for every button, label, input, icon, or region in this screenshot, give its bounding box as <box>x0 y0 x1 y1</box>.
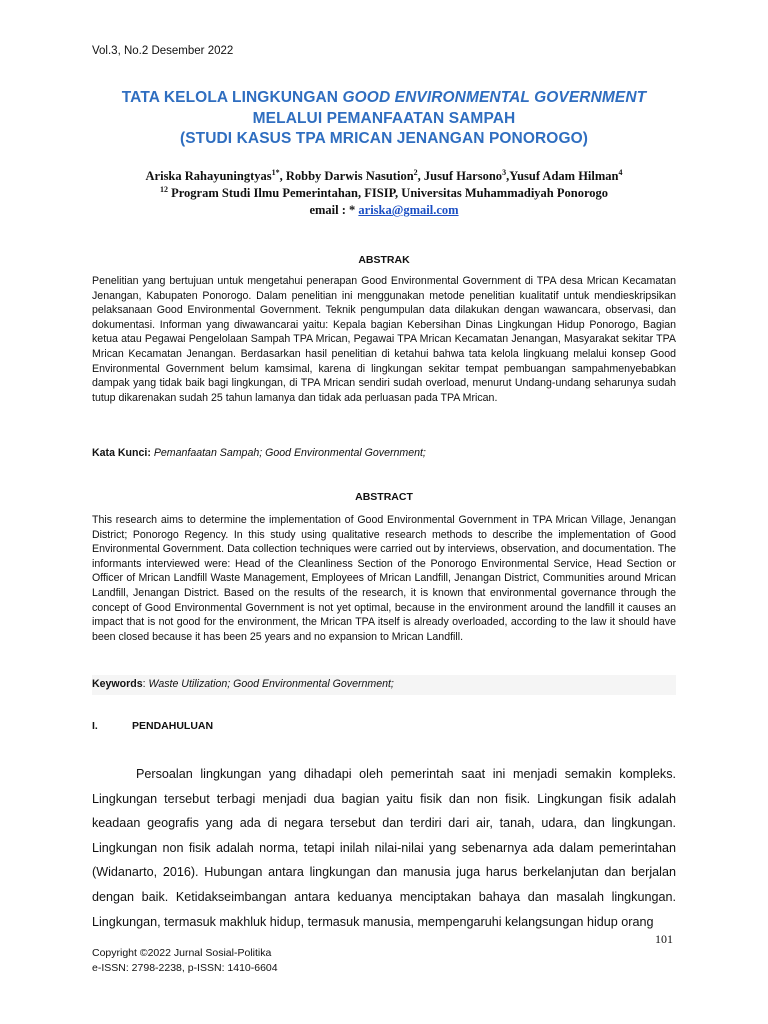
section-number: I. <box>92 720 98 732</box>
title-line-1 <box>60 88 708 109</box>
email-link[interactable]: ariska@gmail.com <box>358 203 459 217</box>
abstract-keywords-separator: : <box>142 678 149 690</box>
abstrak-text: Penelitian yang bertujuan untuk mengetahui penerapan Good Environmental Government di TPA desa Mrican Kecamatan Jenangan, Kabupaten Ponorogo. Dalam penelitian ini menggunakan metode penelitian kualitatif untuk mendieskripsikan pelaksanaan Good Environmental Government. Teknik pengumpulan data dilakukan dengan wawancara, observasi, dan dokumentasi. Informan yang diwawancarai yaitu: Kepala bagian Kebersihan Dinas Lingkungan Hidup Ponorogo, Bagian ketua atau Pegawai Pengelolaan Sampah TPA Mrican, Pegawai TPA Mrican Kecamatan Jenangan, Masyarakat sekitar TPA Mrican Kecamatan Jenangan. Berdasarkan hasil penelitian di ketahui bahwa tata kelola lingkuang melalui konsep Good Environmental Government belum kamsimal, karena di lingkungan sekitar tempat pembuangan sampahmenyebabkan dampak yang tidak baik bagi lingkungan, di TPA Mrican sendiri sudah overload, menurut Undang-undang seharunya sudah tutup dikarenakan sudah 25 tahun lamanya dan tidak ada perluasan pada TPA Mrican. <box>92 275 676 404</box>
abstract-text: This research aims to determine the implementation of Good Environmental Government in TPA Mrican Village, Jenangan District; Ponorogo Regency. In this study using qualitative research methods to describe the implementation of Good Environmental Government. Data collection techniques were carried out by interviews, observation, and documentation. The informants interviewed were: Head of the Cleanliness Section of the Ponorogo Environmental Service, Head Section or Officer of Mrican Landfill Waste Management, Employees of Mrican Landfill, Jenangan District, Communities around Mrican Landfill, Jenangan District. Based on the results of the research, it is known that environmental governance through the concept of Good Environmental Government is not yet optimal, because in the environment around the landfill it causes an impact that is not good for the environment, the Mrican TPA itself is already overloaded, according to the law it should have been closed because it has been 25 years and no expansion to Mrican Landfill. <box>92 514 676 643</box>
abstrak-keywords <box>92 446 676 461</box>
abstract-keywords-box <box>92 675 676 695</box>
section-title: PENDAHULUAN <box>132 720 214 732</box>
body-paragraph: Persoalan lingkungan yang dihadapi oleh pemerintah saat ini menjadi semakin kompleks. Lingkungan tersebut terbagi menjadi dua bagian yaitu fisik dan non fisik. Lingkungan fisik adalah keadaan geografis yang ada di negara tersebut dan terdiri dari air, tanah, udara, dan lingkungan. Lingkungan non fisik adalah norma, tetapi inilah nilai-nilai yang sebenarnya ada dalam pemerintahan (Widanarto, 2016). Hubungan antara lingkungan dan manusia juga harus berkelanjutan dan berjalan dengan baik. Ketidakseimbangan antara keduanya menciptakan bahaya dan masalah lingkungan. Lingkungan, termasuk makhluk hidup, termasuk manusia, mempengaruhi kelangsungan hidup orang <box>92 767 676 929</box>
author-block <box>60 168 708 219</box>
footer-issn: e-ISSN: 2798-2238, p-ISSN: 1410-6604 <box>92 962 278 974</box>
affiliation-mark: 12 <box>159 184 168 194</box>
author-affiliation-mark: 3 <box>502 167 507 177</box>
page-number: 101 <box>655 932 673 946</box>
journal-volume: Vol.3, No.2 Desember 2022 <box>92 45 234 57</box>
page-footer <box>92 946 278 976</box>
email-line <box>60 202 708 219</box>
title-line-2: MELALUI PEMANFAATAN SAMPAH <box>252 109 516 127</box>
title-line-1-normal: TATA KELOLA LINGKUNGAN <box>121 89 343 106</box>
abstract-keywords-label: Keywords <box>92 678 143 690</box>
affiliation-text: Program Studi Ilmu Pemerintahan, FISIP, Universitas Muhammadiyah Ponorogo <box>167 186 609 200</box>
author-name: Yusuf Adam Hilman <box>509 169 619 183</box>
author-separator: , <box>417 169 424 183</box>
author-separator: , <box>506 169 510 183</box>
title-line-3: (STUDI KASUS TPA MRICAN JENANGAN PONOROGO) <box>179 130 589 147</box>
abstract-keywords-value: Waste Utilization; Good Environmental Government; <box>148 678 394 690</box>
author-name: Jusuf Harsono <box>423 169 503 183</box>
email-label: email : * <box>309 203 359 217</box>
author-separator: , <box>279 169 286 183</box>
abstrak-heading: ABSTRAK <box>358 254 410 266</box>
abstract-heading: ABSTRACT <box>355 491 413 503</box>
title-line-1-italic: GOOD ENVIRONMENTAL GOVERNMENT <box>342 89 647 106</box>
section-heading <box>92 720 213 732</box>
abstrak-keywords-label: Kata Kunci: <box>92 447 154 459</box>
author-name: Ariska Rahayuningtyas <box>145 169 272 183</box>
abstract-keywords <box>92 675 676 695</box>
author-affiliation-mark: 1* <box>271 167 280 177</box>
author-affiliation-mark: 4 <box>618 167 623 177</box>
author-affiliation-mark: 2 <box>413 167 418 177</box>
author-list <box>60 168 708 185</box>
paper-title <box>60 88 708 150</box>
author-name: Robby Darwis Nasution <box>285 169 414 183</box>
affiliation <box>60 185 708 202</box>
footer-copyright: Copyright ©2022 Jurnal Sosial-Politika <box>92 947 272 959</box>
abstrak-keywords-value: Pemanfaatan Sampah; Good Environmental Government; <box>153 447 426 459</box>
